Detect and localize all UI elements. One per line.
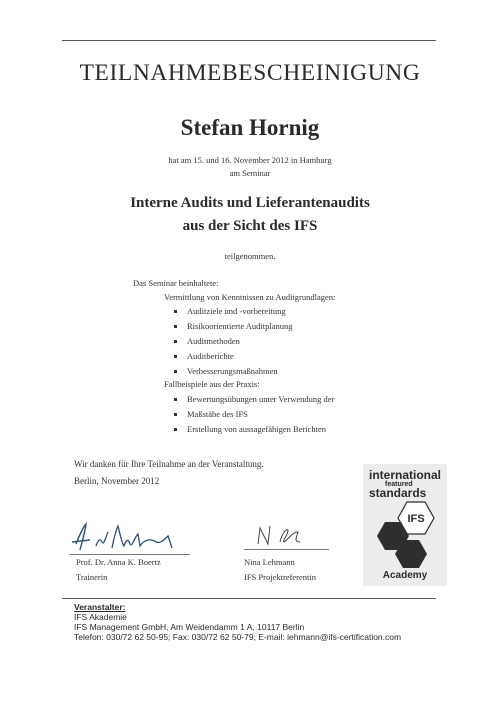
section2-item: Bewertungsübungen unter Verwendung der (187, 394, 335, 404)
section1-item: Verbesserungsmaßnahmen (187, 366, 278, 376)
intro-line-seminar: am Seminar (229, 168, 271, 178)
trainer-name: Prof. Dr. Anna K. Boertz (76, 557, 161, 567)
section1-heading: Vermittlung von Kenntnissen zu Auditgrundlagen: (164, 292, 336, 302)
section1-item: Auditziele und -vorbereitung (187, 306, 286, 316)
lead-role: IFS Projektreferentin (244, 572, 316, 582)
bullet-icon (174, 398, 177, 401)
bullet-icon (174, 370, 177, 373)
lead-signature-line (244, 549, 329, 550)
ifs-academy-logo (363, 464, 447, 586)
footer-address: IFS Management GmbH, Am Weidendamm 1 A, 10117 Berlin (74, 622, 305, 632)
seminar-title-line2: aus der Sicht des IFS (182, 218, 318, 234)
bullet-icon (174, 428, 177, 431)
footer-organizer-label: Veranstalter: (74, 602, 126, 612)
footer-organizer: IFS Akademie (74, 612, 127, 622)
intro-line-date: hat am 15. und 16. November 2012 in Hamburg (168, 155, 332, 165)
participated-text: teilgenommen. (224, 251, 276, 261)
bullet-icon (174, 310, 177, 313)
thanks-text: Wir danken für Ihre Teilnahme an der Veranstaltung. (74, 459, 264, 469)
section2-item: Maßstäbe des IFS (187, 409, 248, 419)
bullet-icon (174, 355, 177, 358)
section2-item: Erstellung von aussagefähigen Berichten (187, 424, 327, 434)
section1-item: Risikoorientierte Auditplanung (187, 321, 293, 331)
logo-text-featured: featured (385, 481, 413, 488)
participant-name: Stefan Hornig (180, 115, 320, 140)
logo-text-standards: standards (369, 486, 427, 500)
section2-heading: Fallbeispiele aus der Praxis: (164, 379, 260, 389)
bullet-icon (174, 340, 177, 343)
bullet-icon (174, 413, 177, 416)
section1-item: Auditberichte (187, 351, 234, 361)
certificate-title: TEILNAHMEBESCHEINIGUNG (79, 60, 421, 86)
logo-text-academy: Academy (382, 570, 428, 581)
logo-text-international: international (369, 468, 442, 482)
section1-item: Auditmethoden (187, 336, 240, 346)
lead-name: Nina Lehmann (244, 557, 295, 567)
seminar-title-line1: Interne Audits und Lieferantenaudits (130, 195, 370, 211)
footer-contact: Telefon: 030/72 62 50-95; Fax: 030/72 62 50-79; E-mail: lehmann@ifs-certification.com (74, 632, 402, 642)
lead-signature (252, 520, 332, 550)
hexagon-icon (371, 500, 441, 572)
logo-badge-text: IFS (407, 513, 425, 525)
bullet-icon (174, 325, 177, 328)
top-rule (62, 40, 436, 41)
footer-rule (62, 598, 436, 599)
contents-heading: Das Seminar beinhaltete: (133, 278, 219, 288)
place-date: Berlin, November 2012 (74, 476, 160, 486)
trainer-role: Trainerin (76, 572, 108, 582)
trainer-signature-line (70, 554, 190, 555)
